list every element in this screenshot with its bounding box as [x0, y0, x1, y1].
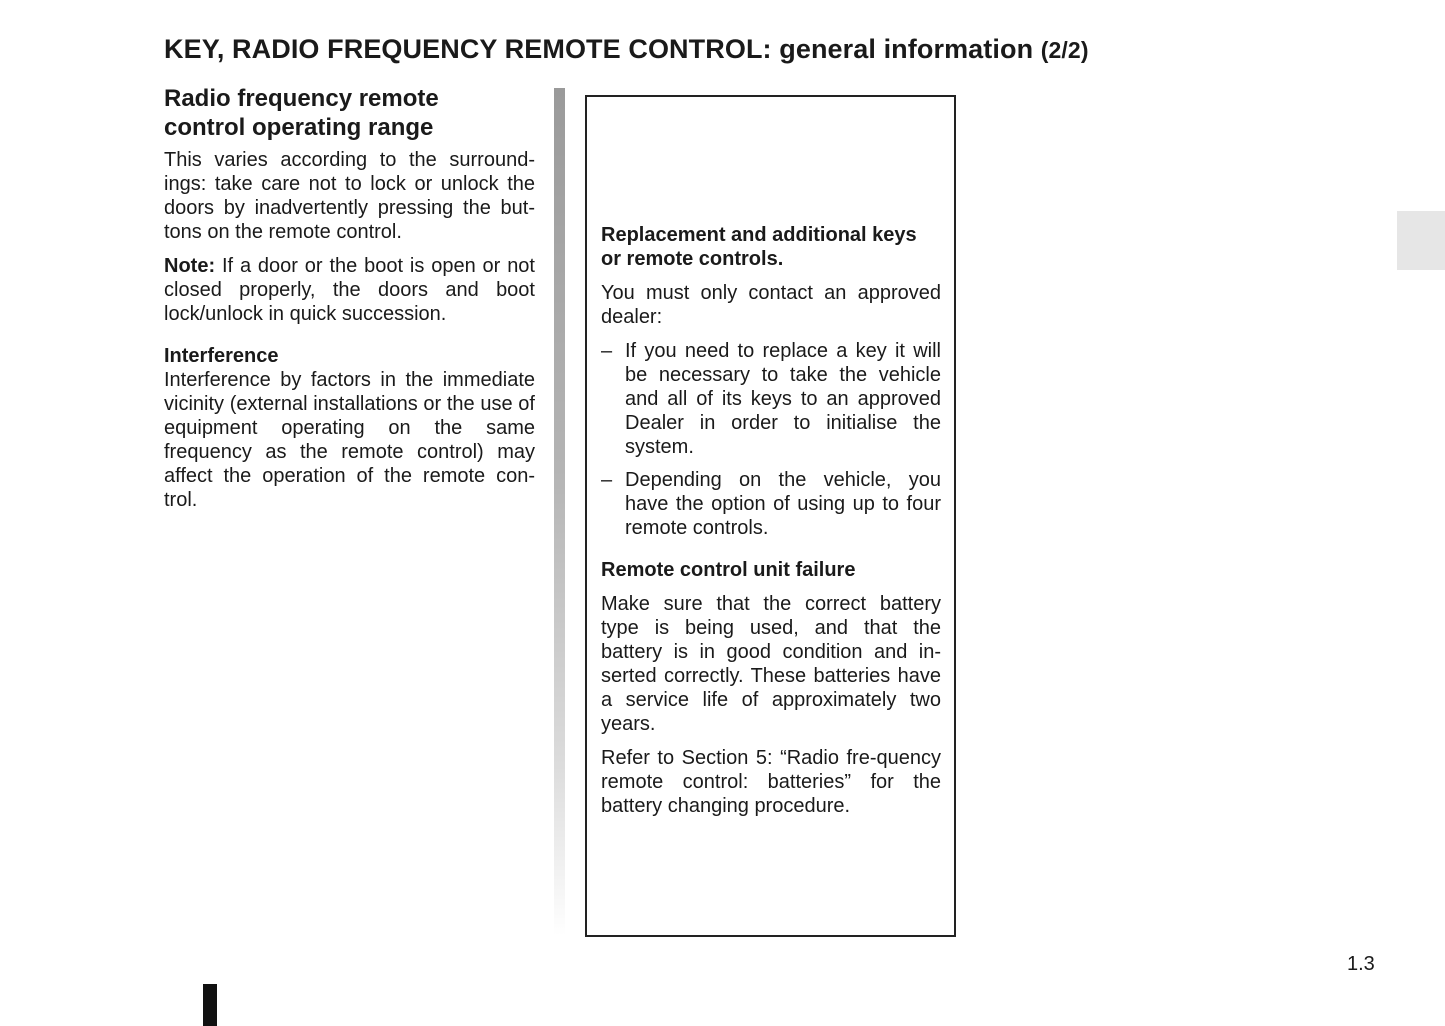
list-item-text: Depending on the vehicle, you have the option of using up to four remote controls. — [625, 469, 941, 539]
list-item — [601, 468, 941, 540]
page-number: 1.3 — [1347, 953, 1375, 975]
note-paragraph — [164, 254, 535, 326]
refer-paragraph: Refer to Section 5: “Radio fre-quency remote control: batteries” for the battery changing procedure. — [601, 747, 941, 817]
replacement-list — [601, 339, 941, 540]
page-title — [164, 34, 1089, 65]
dash-bullet: – — [601, 469, 613, 491]
operating-range-heading: Radio frequency remote control operating range — [164, 85, 439, 141]
dash-bullet: – — [601, 340, 613, 362]
vertical-divider-bar — [554, 88, 565, 936]
note-text: If a door or the boot is open or not closed properly, the doors and boot lock/unlock in quick succession. — [164, 255, 535, 325]
operating-range-paragraph: This varies according to the surround-ings: take care not to lock or unlock the doors by inadvertently pressing the but-tons on the remote control. — [164, 149, 535, 243]
info-box-content — [601, 223, 941, 828]
unit-failure-paragraph: Make sure that the correct battery type is being used, and that the battery is in good condition and in-serted correctly. These batteries have a service life of approximately two years. — [601, 593, 941, 735]
replacement-keys-heading: Replacement and additional keys or remote controls. — [601, 224, 917, 270]
note-label: Note: — [164, 255, 216, 277]
list-item-text: If you need to replace a key it will be necessary to take the vehicle and all of its keys to an approved Dealer in order to initialise the system. — [625, 340, 941, 458]
replacement-intro: You must only contact an approved dealer: — [601, 282, 941, 328]
crop-mark — [203, 984, 217, 1026]
interference-paragraph: Interference by factors in the immediate vicinity (external installations or the use of equipment operating on the same frequency as the remote control) may affect the operation of the remote con-trol. — [164, 369, 535, 511]
unit-failure-heading: Remote control unit failure — [601, 559, 856, 581]
chapter-side-tab — [1397, 211, 1445, 270]
page-title-part: (2/2) — [1040, 37, 1089, 63]
list-item — [601, 339, 941, 459]
left-column — [164, 84, 535, 522]
interference-heading: Interference — [164, 345, 279, 367]
page-title-main: KEY, RADIO FREQUENCY REMOTE CONTROL: general information — [164, 34, 1041, 64]
info-box — [585, 95, 956, 937]
